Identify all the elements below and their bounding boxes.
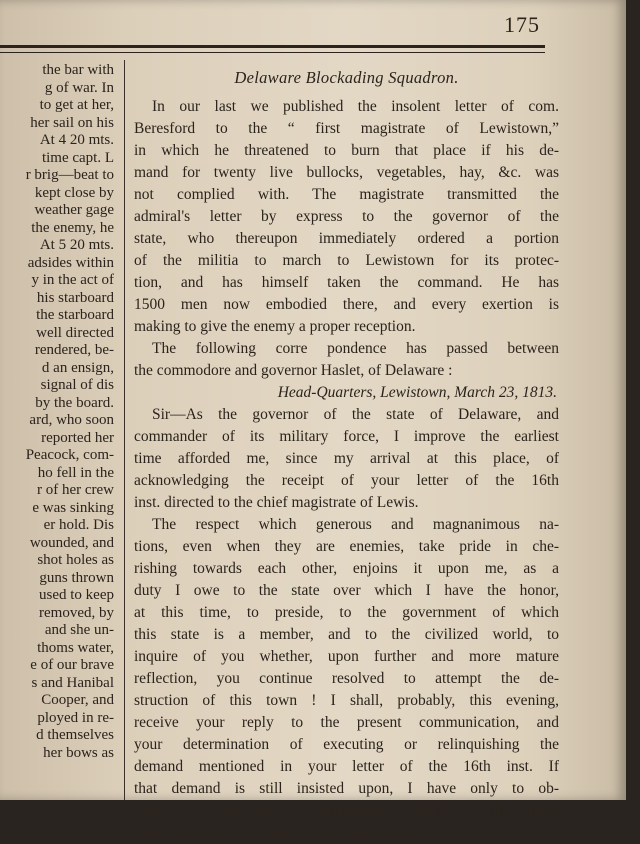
- left-column-line: her bows as: [43, 744, 114, 761]
- header-rule-thin: [0, 52, 545, 53]
- left-column-line: to get at her,: [39, 97, 114, 113]
- letter-dateline: Head-Quarters, Lewistown, March 23, 1813.: [277, 384, 557, 401]
- left-column-line: and she un-: [44, 622, 114, 638]
- left-column-line: e was sinking: [32, 499, 114, 516]
- left-column-line: signal of dis: [40, 377, 114, 393]
- column-divider: [124, 60, 125, 800]
- left-column-line: adsides within: [27, 254, 114, 271]
- text-line: commander of its military force, I improve the earliest: [134, 428, 559, 445]
- left-column-line: d an ensign,: [41, 359, 114, 376]
- left-column-line: ard, who soon: [29, 412, 114, 428]
- left-column-line: r of her crew: [36, 482, 114, 498]
- page-number: 175: [504, 12, 540, 37]
- left-column-line: r brig—beat to: [25, 167, 114, 183]
- text-line: The respect which generous and magnanimous na-: [152, 516, 559, 533]
- text-line: tion, and has himself taken the command. He has: [134, 274, 559, 291]
- left-column-line: ployed in re-: [37, 709, 114, 726]
- header-rule: [0, 45, 545, 48]
- text-line: Beresford to the “ first magistrate of Lewistown,”: [134, 120, 559, 137]
- text-line: your determination of executing or relinquishing the: [134, 736, 559, 753]
- left-column-line: ho fell in the: [37, 464, 114, 481]
- left-column-line: Peacock, com-: [25, 447, 114, 463]
- text-line: rishing towards each other, enjoins it upon me, as a: [134, 560, 559, 577]
- article-paragraph-1: [134, 96, 559, 338]
- left-column-line: removed, by: [39, 604, 114, 621]
- left-column-line: used to keep: [39, 587, 114, 603]
- left-column-line: her sail on his: [30, 114, 114, 131]
- left-column-line: d themselves: [36, 727, 114, 743]
- left-column-line: kept close by: [34, 184, 114, 201]
- text-line: 1500 men now embodied there, and every exertion is: [134, 296, 559, 313]
- left-column-line: guns thrown: [39, 569, 114, 586]
- text-line: struction of this town ! I shall, probably, this evening,: [134, 692, 559, 709]
- left-column-line: well directed: [36, 324, 114, 341]
- text-line: The following corre pondence has passed between: [152, 340, 559, 357]
- left-column-line: er hold. Dis: [43, 517, 114, 533]
- text-line: duty I owe to the state over which I have the honor,: [134, 582, 559, 599]
- article-headline: Delaware Blockading Squadron.: [234, 68, 459, 87]
- left-column-line: g of war. In: [44, 79, 114, 96]
- text-line: tions, even when they are enemies, take pride in che-: [134, 538, 559, 555]
- left-column-line: thoms water,: [37, 639, 114, 656]
- text-line: state, who thereupon immediately ordered a portion: [134, 230, 559, 247]
- text-line: admiral's letter by express to the governor of the: [134, 208, 559, 225]
- text-line: reflection, you continue resolved to attempt the de-: [134, 670, 559, 687]
- letter-paragraph-2: [134, 514, 559, 844]
- text-line: serve to you, that a compliance would be an imme-: [134, 802, 559, 819]
- text-line: receive your reply to the present communication, and: [134, 714, 559, 731]
- left-column-line: e of our brave: [30, 657, 114, 673]
- article-paragraph-2: [134, 338, 559, 382]
- left-column-line: s and Hanibal: [31, 674, 114, 691]
- text-line: Sir—As the governor of the state of Delaware, and: [152, 406, 559, 423]
- left-column-line: rendered, be-: [34, 342, 114, 358]
- left-column-line: the enemy, he: [31, 219, 114, 236]
- text-line: not complied with. The magistrate transmitted the: [134, 186, 559, 203]
- text-line: this state is a member, and to the civilized world, to: [134, 626, 559, 643]
- left-column-line: wounded, and: [29, 534, 114, 551]
- letter-paragraph-1: [134, 404, 559, 514]
- text-line: In our last we published the insolent letter of com.: [152, 98, 559, 115]
- left-column-line: by the board.: [35, 394, 114, 411]
- text-line: at this time, to preside, to the government of which: [134, 604, 559, 621]
- text-line: inquire of you whether, upon further and more mature: [134, 648, 559, 665]
- text-line: that demand is still insisted upon, I have only to ob-: [134, 780, 559, 797]
- text-line: diate violation of the laws of my country, and an: [134, 824, 435, 841]
- left-column-line: time capt. L: [41, 149, 114, 166]
- left-column-line: Cooper, and: [41, 692, 114, 708]
- left-column-line: the starboard: [36, 307, 114, 323]
- text-line: inst. directed to the chief magistrate of Lewis.: [134, 494, 419, 511]
- text-line: making to give the enemy a proper reception.: [134, 318, 416, 335]
- left-column: [0, 62, 120, 800]
- text-line: the commodore and governor Haslet, of Delaware :: [134, 362, 453, 379]
- text-line: mand for twenty live bullocks, vegetables, hay, &c. was: [134, 164, 559, 181]
- left-column-line: weather gage: [34, 202, 114, 218]
- left-column-line: y in the act of: [31, 272, 114, 288]
- text-line: time afforded me, since my arrival at this place, of: [134, 450, 559, 467]
- text-line: acknowledging the receipt of your letter of the 16th: [134, 472, 559, 489]
- text-line: demand mentioned in your letter of the 16th inst. If: [134, 758, 559, 775]
- left-column-line: At 4 20 mts.: [39, 132, 114, 148]
- article-column: [134, 68, 559, 844]
- left-column-line: reported her: [41, 429, 114, 446]
- left-column-line: his starboard: [36, 289, 114, 306]
- text-line: in which he threatened to burn that place if his de-: [134, 142, 559, 159]
- left-column-line: shot holes as: [37, 552, 114, 568]
- text-line: of the militia to march to Lewistown for its protec-: [134, 252, 559, 269]
- left-column-line: At 5 20 mts.: [39, 237, 114, 253]
- left-column-line: the bar with: [42, 62, 114, 78]
